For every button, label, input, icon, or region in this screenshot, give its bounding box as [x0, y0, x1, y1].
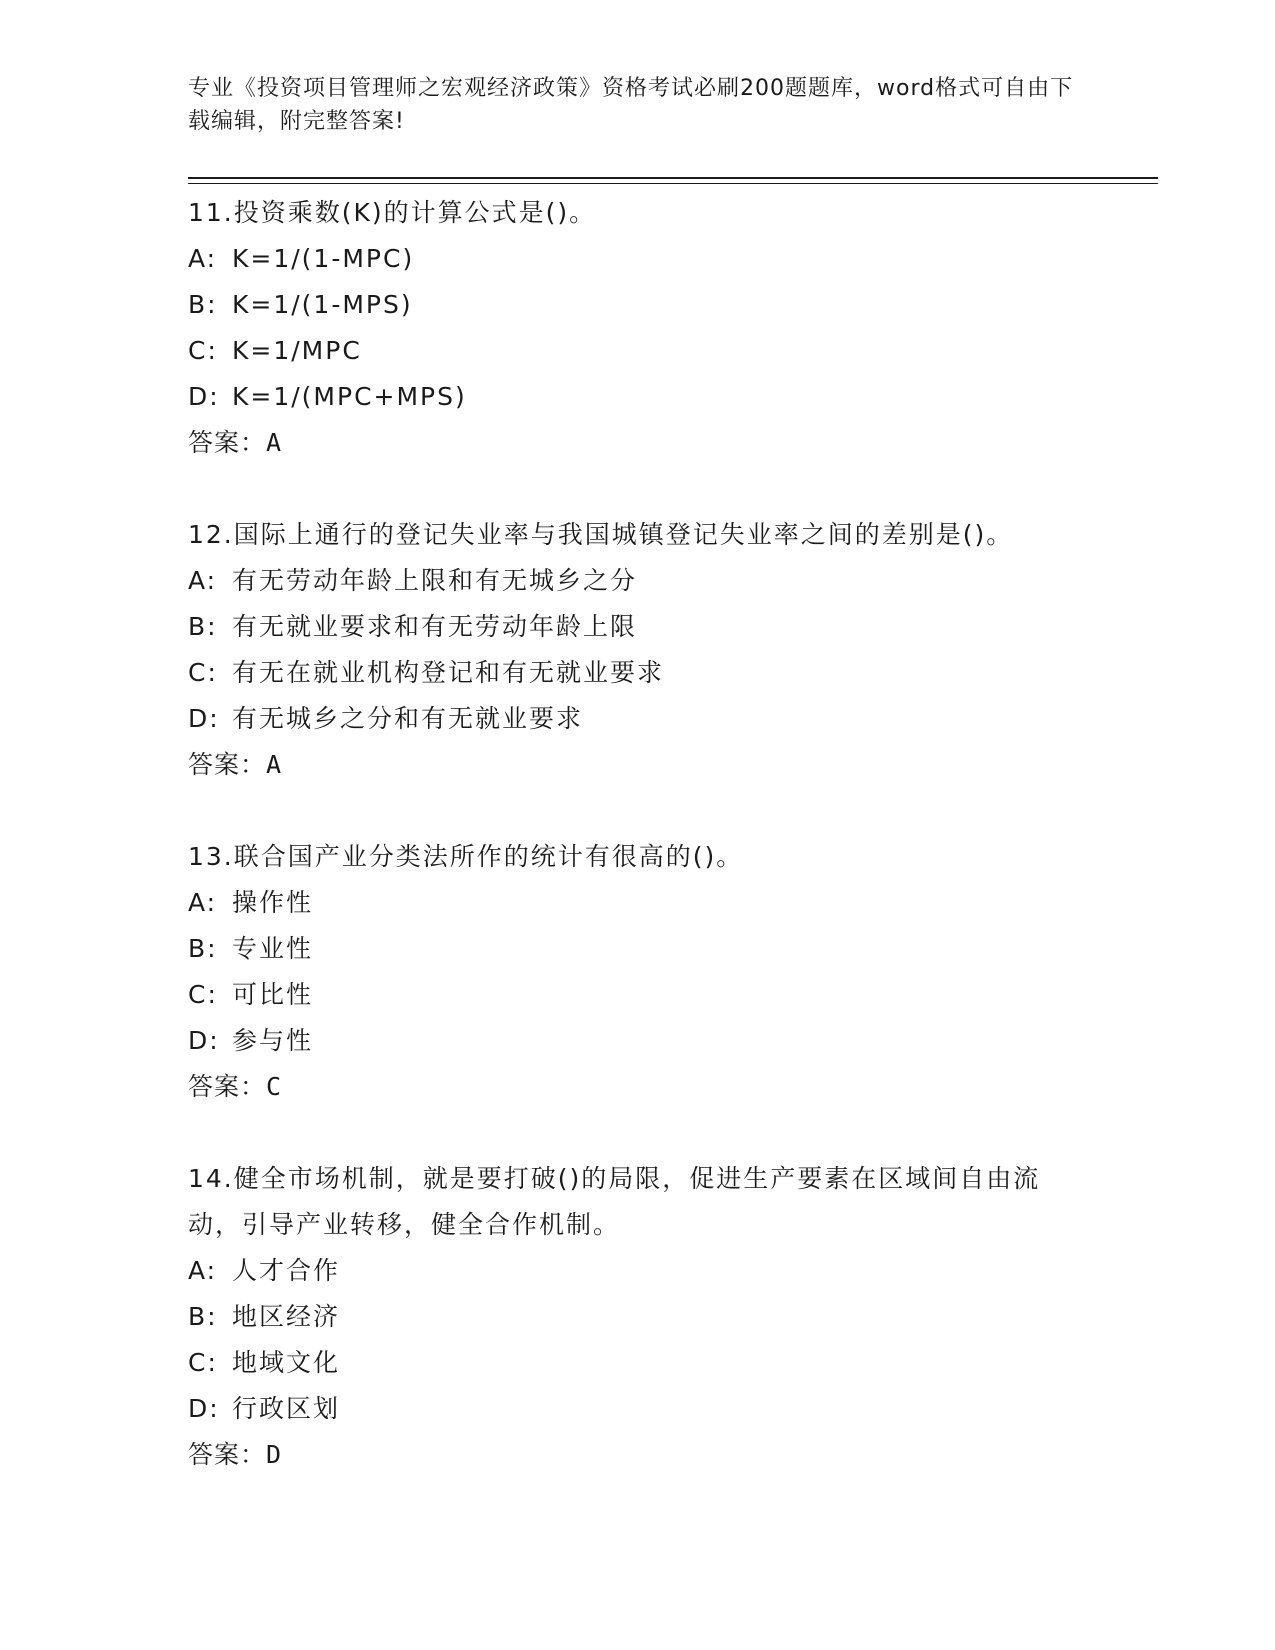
answer-label: 答案：	[188, 750, 267, 779]
option-key: B:	[188, 290, 218, 319]
question-stem: 健全市场机制，就是要打破()的局限，促进生产要素在区域间自由流动，引导产业转移，健全合作机制。	[188, 1164, 1041, 1239]
option-key: B:	[188, 934, 218, 963]
option-key: D:	[188, 1394, 220, 1423]
option-key: A:	[188, 244, 218, 273]
option-text: 可比性	[232, 980, 314, 1009]
question-text	[188, 1156, 1088, 1248]
answer-label: 答案：	[188, 428, 267, 457]
question-item	[188, 512, 1088, 788]
option-d	[188, 374, 1088, 420]
header-divider-thick	[188, 177, 1158, 179]
option-c	[188, 328, 1088, 374]
option-c	[188, 1340, 1088, 1386]
option-text: K=1/(MPC+MPS)	[232, 382, 467, 411]
option-text: K=1/(1-MPS)	[232, 290, 413, 319]
option-d	[188, 1018, 1088, 1064]
question-stem: 联合国产业分类法所作的统计有很高的()。	[233, 842, 744, 871]
option-a	[188, 1248, 1088, 1294]
option-b	[188, 282, 1088, 328]
answer-line	[188, 1064, 1088, 1110]
answer-line	[188, 1432, 1088, 1478]
option-text: 有无劳动年龄上限和有无城乡之分	[232, 566, 638, 595]
option-a	[188, 558, 1088, 604]
option-text: 有无城乡之分和有无就业要求	[232, 704, 584, 733]
option-key: A:	[188, 888, 218, 917]
option-key: B:	[188, 612, 218, 641]
option-text: 地域文化	[232, 1348, 341, 1377]
option-b	[188, 1294, 1088, 1340]
option-key: C:	[188, 980, 218, 1009]
question-text	[188, 190, 1088, 236]
option-d	[188, 696, 1088, 742]
option-text: 有无就业要求和有无劳动年龄上限	[232, 612, 638, 641]
option-key: C:	[188, 658, 218, 687]
question-number: 12.	[188, 520, 234, 549]
option-key: D:	[188, 1026, 220, 1055]
option-text: 地区经济	[232, 1302, 341, 1331]
option-a	[188, 236, 1088, 282]
answer-line	[188, 742, 1088, 788]
option-key: D:	[188, 704, 220, 733]
question-text	[188, 512, 1088, 558]
answer-value: D	[266, 1440, 283, 1469]
option-key: A:	[188, 1256, 218, 1285]
option-key: C:	[188, 1348, 218, 1377]
option-text: 参与性	[232, 1026, 314, 1055]
option-a	[188, 880, 1088, 926]
header-divider-thin	[188, 183, 1158, 184]
option-key: D:	[188, 382, 220, 411]
option-b	[188, 926, 1088, 972]
option-c	[188, 972, 1088, 1018]
answer-line	[188, 420, 1088, 466]
option-key: B:	[188, 1302, 218, 1331]
question-number: 13.	[188, 842, 234, 871]
question-stem: 投资乘数(K)的计算公式是()。	[233, 198, 597, 227]
option-b	[188, 604, 1088, 650]
option-c	[188, 650, 1088, 696]
answer-label: 答案：	[188, 1440, 267, 1469]
option-key: C:	[188, 336, 218, 365]
option-text: 操作性	[232, 888, 314, 917]
option-text: K=1/MPC	[232, 336, 362, 365]
question-item	[188, 1156, 1088, 1478]
question-number: 14.	[188, 1164, 234, 1193]
option-text: 行政区划	[232, 1394, 341, 1423]
option-key: A:	[188, 566, 218, 595]
header-title: 专业《投资项目管理师之宏观经济政策》资格考试必刷200题题库，word格式可自由下载编辑，附完整答案!	[188, 76, 1074, 134]
answer-value: A	[266, 428, 283, 457]
option-d	[188, 1386, 1088, 1432]
option-text: 人才合作	[232, 1256, 341, 1285]
question-text	[188, 834, 1088, 880]
answer-label: 答案：	[188, 1072, 267, 1101]
question-number: 11.	[188, 198, 234, 227]
answer-value: A	[266, 750, 283, 779]
answer-value: C	[266, 1072, 283, 1101]
question-item	[188, 834, 1088, 1110]
option-text: 有无在就业机构登记和有无就业要求	[232, 658, 665, 687]
option-text: K=1/(1-MPC)	[232, 244, 415, 273]
question-item	[188, 190, 1088, 466]
option-text: 专业性	[232, 934, 314, 963]
document-header	[188, 72, 1088, 138]
question-stem: 国际上通行的登记失业率与我国城镇登记失业率之间的差别是()。	[233, 520, 1014, 549]
question-list	[188, 190, 1088, 1524]
